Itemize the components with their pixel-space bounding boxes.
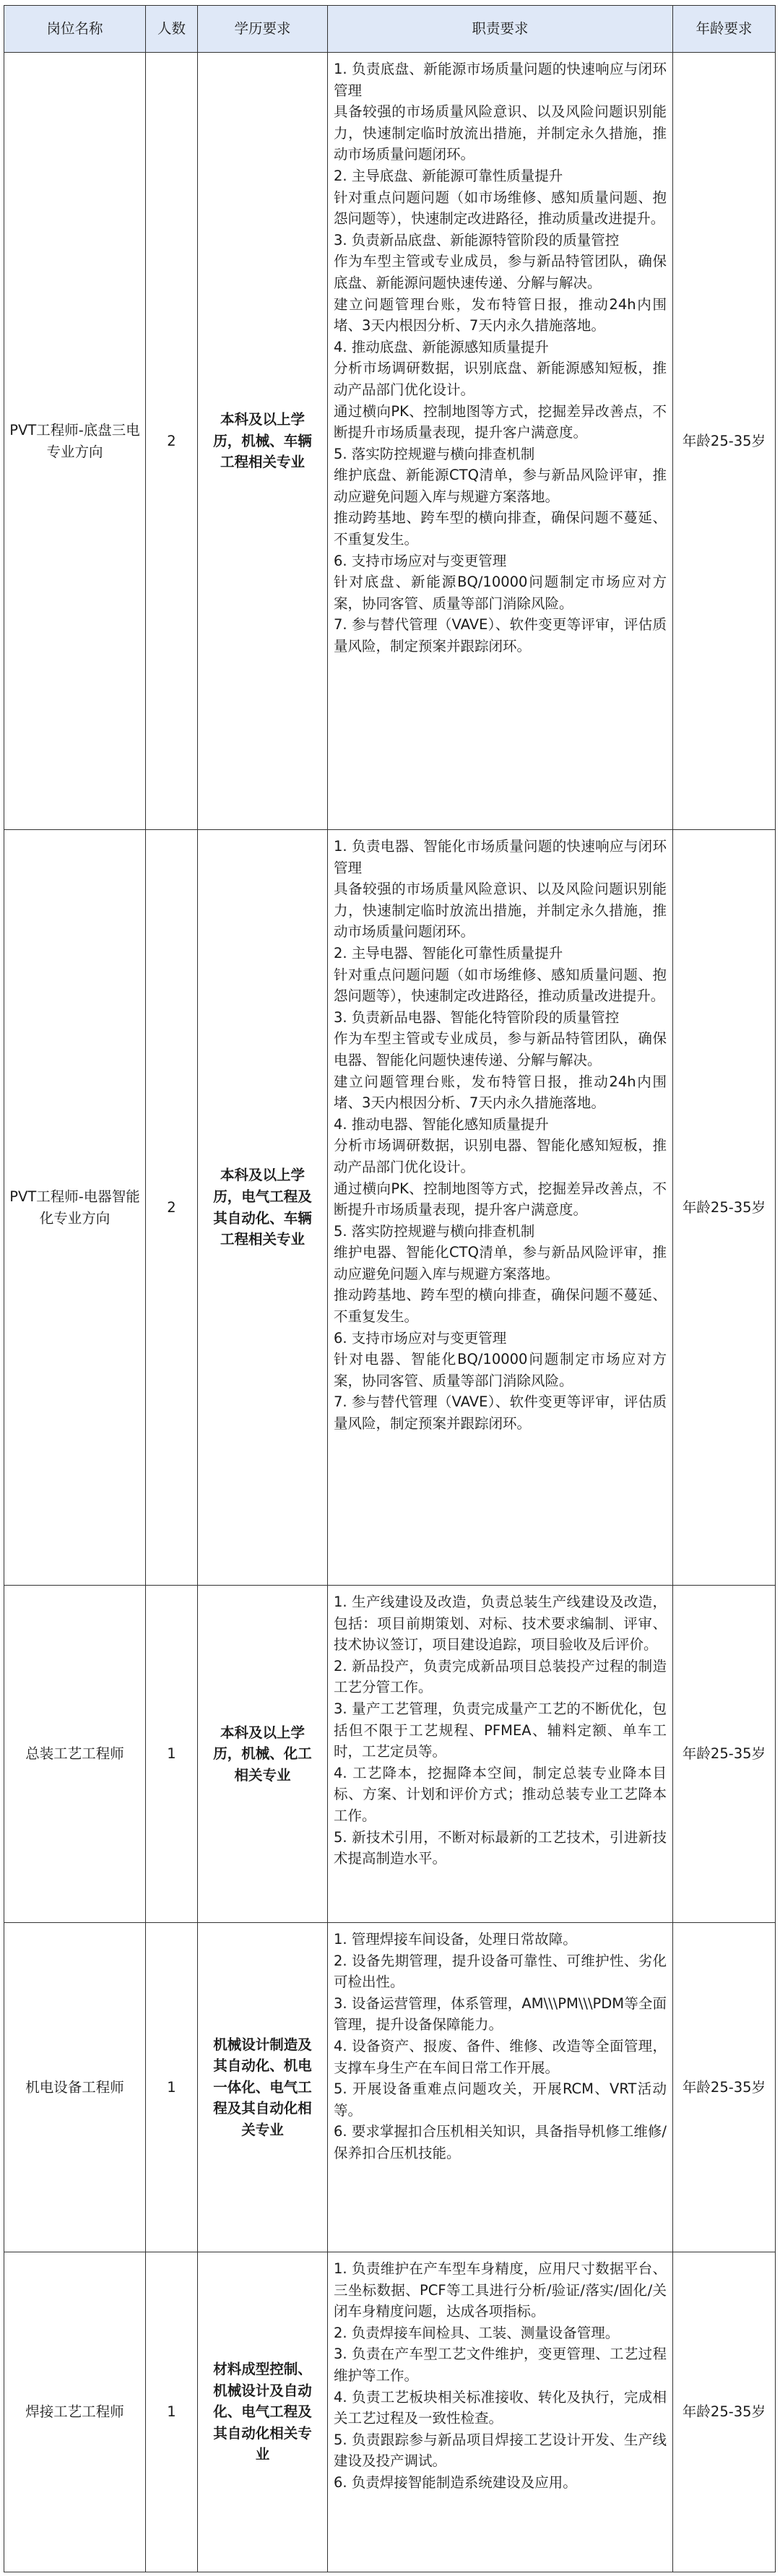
education-requirement: 本科及以上学历，电气工程及其自动化、车辆工程相关专业 — [198, 830, 328, 1586]
table-header-row — [4, 6, 776, 53]
header-position-name: 岗位名称 — [4, 6, 146, 53]
duty-cell — [328, 2252, 673, 2572]
header-age: 年龄要求 — [673, 6, 776, 53]
education-requirement: 本科及以上学历，机械、化工相关专业 — [198, 1586, 328, 1923]
header-headcount: 人数 — [146, 6, 198, 53]
age-requirement: 年龄25-35岁 — [673, 830, 776, 1586]
education-requirement: 本科及以上学历，机械、车辆工程相关专业 — [198, 53, 328, 830]
headcount: 2 — [146, 830, 198, 1586]
age-requirement: 年龄25-35岁 — [673, 1586, 776, 1923]
position-name: 总装工艺工程师 — [4, 1586, 146, 1923]
headcount: 1 — [146, 1923, 198, 2252]
headcount: 2 — [146, 53, 198, 830]
job-table — [4, 5, 776, 2572]
age-requirement: 年龄25-35岁 — [673, 2252, 776, 2572]
headcount: 1 — [146, 2252, 198, 2572]
position-name: PVT工程师-底盘三电专业方向 — [4, 53, 146, 830]
age-requirement: 年龄25-35岁 — [673, 1923, 776, 2252]
position-name: 机电设备工程师 — [4, 1923, 146, 2252]
table-row — [4, 53, 776, 830]
table-row — [4, 2252, 776, 2572]
position-name: PVT工程师-电器智能化专业方向 — [4, 830, 146, 1586]
table-row — [4, 830, 776, 1586]
age-requirement: 年龄25-35岁 — [673, 53, 776, 830]
duty-text: 1. 管理焊接车间设备，处理日常故障。 2. 设备先期管理，提升设备可靠性、可维护性、劣化可检出性。 3. 设备运营管理，体系管理，AM\\\PM\\\PDM等全面管理，提升设备保障能力。 4. 设备资产、报废、备件、维修、改造等全面管理，支撑车身生产在车间日常工作开展。 5. 开展设备重难点问题攻关，开展RCM、VRT活动等。 6. 要求掌握扣合压机相关知识，具备指导机修工维修/保养扣合压机技能。 — [334, 1931, 667, 2161]
duty-text: 1. 负责底盘、新能源市场质量问题的快速响应与闭环管理 具备较强的市场质量风险意识、以及风险问题识别能力，快速制定临时放流出措施，并制定永久措施，推动市场质量问题闭环。 2. 主导底盘、新能源可靠性质量提升 针对重点问题问题（如市场维修、感知质量问题、抱怨问题等），快速制定改进路径，推动质量改进提升。 3. 负责新品底盘、新能源特管阶段的质量管控 作为车型主管或专业成员，参与新品特管团队，确保底盘、新能源问题快速传递、分解与解决。 建立问题管理台账，发布特管日报，推动24h内围堵、3天内根因分析、7天内永久措施落地。 4. 推动底盘、新能源感知质量提升 分析市场调研数据，识别底盘、新能源感知短板，推动产品部门优化设计。 通过横向PK、控制地图等方式，挖掘差异改善点，不断提升市场质量表现，提升客户满意度。 5. 落实防控规避与横向排查机制 维护底盘、新能源CTQ清单，参与新品风险评审，推动应避免问题入库与规避方案落地。 推动跨基地、跨车型的横向排查，确保问题不蔓延、不重复发生。 6. 支持市场应对与变更管理 针对底盘、新能源BQ/10000问题制定市场应对方案，协同客管、质量等部门消除风险。 7. 参与替代管理（VAVE）、软件变更等评审，评估质量风险，制定预案并跟踪闭环。 — [334, 61, 667, 655]
duty-cell — [328, 53, 673, 830]
duty-text: 1. 负责电器、智能化市场质量问题的快速响应与闭环管理 具备较强的市场质量风险意识、以及风险问题识别能力，快速制定临时放流出措施，并制定永久措施，推动市场质量问题闭环。 2. 主导电器、智能化可靠性质量提升 针对重点问题问题（如市场维修、感知质量问题、抱怨问题等），快速制定改进路径，推动质量改进提升。 3. 负责新品电器、智能化特管阶段的质量管控 作为车型主管或专业成员，参与新品特管团队，确保电器、智能化问题快速传递、分解与解决。 建立问题管理台账，发布特管日报，推动24h内围堵、3天内根因分析、7天内永久措施落地。 4. 推动电器、智能化感知质量提升 分析市场调研数据，识别电器、智能化感知短板，推动产品部门优化设计。 通过横向PK、控制地图等方式，挖掘差异改善点，不断提升市场质量表现，提升客户满意度。 5. 落实防控规避与横向排查机制 维护电器、智能化CTQ清单，参与新品风险评审，推动应避免问题入库与规避方案落地。 推动跨基地、跨车型的横向排查，确保问题不蔓延、不重复发生。 6. 支持市场应对与变更管理 针对电器、智能化BQ/10000问题制定市场应对方案，协同客管、质量等部门消除风险。 7. 参与替代管理（VAVE）、软件变更等评审，评估质量风险，制定预案并跟踪闭环。 — [334, 838, 667, 1432]
duty-cell — [328, 830, 673, 1586]
duty-cell — [328, 1586, 673, 1923]
header-education: 学历要求 — [198, 6, 328, 53]
duty-cell — [328, 1923, 673, 2252]
header-duties: 职责要求 — [328, 6, 673, 53]
duty-text: 1. 负责维护在产车型车身精度，应用尺寸数据平台、三坐标数据、PCF等工具进行分析/验证/落实/固化/关闭车身精度问题，达成各项指标。 2. 负责焊接车间检具、工装、测量设备管理。 3. 负责在产车型工艺文件维护，变更管理、工艺过程维护等工作。 4. 负责工艺板块相关标准接收、转化及执行，完成相关工艺过程及一致性检查。 5. 负责跟踪参与新品项目焊接工艺设计开发、生产线建设及投产调试。 6. 负责焊接智能制造系统建设及应用。 — [334, 2260, 667, 2491]
duty-text: 1. 生产线建设及改造，负责总装生产线建设及改造，包括：项目前期策划、对标、技术要求编制、评审、技术协议签订，项目建设追踪，项目验收及后评价。 2. 新品投产，负责完成新品项目总装投产过程的制造工艺分管工作。 3. 量产工艺管理，负责完成量产工艺的不断优化，包括但不限于工艺规程、PFMEA、辅料定额、单车工时，工艺定员等。 4. 工艺降本，挖掘降本空间，制定总装专业降本目标、方案、计划和评价方式；推动总装专业工艺降本工作。 5. 新技术引用，不断对标最新的工艺技术，引进新技术提高制造水平。 — [334, 1594, 667, 1867]
table-row — [4, 1923, 776, 2252]
headcount: 1 — [146, 1586, 198, 1923]
education-requirement: 机械设计制造及其自动化、机电一体化、电气工程及其自动化相关专业 — [198, 1923, 328, 2252]
position-name: 焊接工艺工程师 — [4, 2252, 146, 2572]
table-row — [4, 1586, 776, 1923]
education-requirement: 材料成型控制、机械设计及自动化、电气工程及其自动化相关专业 — [198, 2252, 328, 2572]
